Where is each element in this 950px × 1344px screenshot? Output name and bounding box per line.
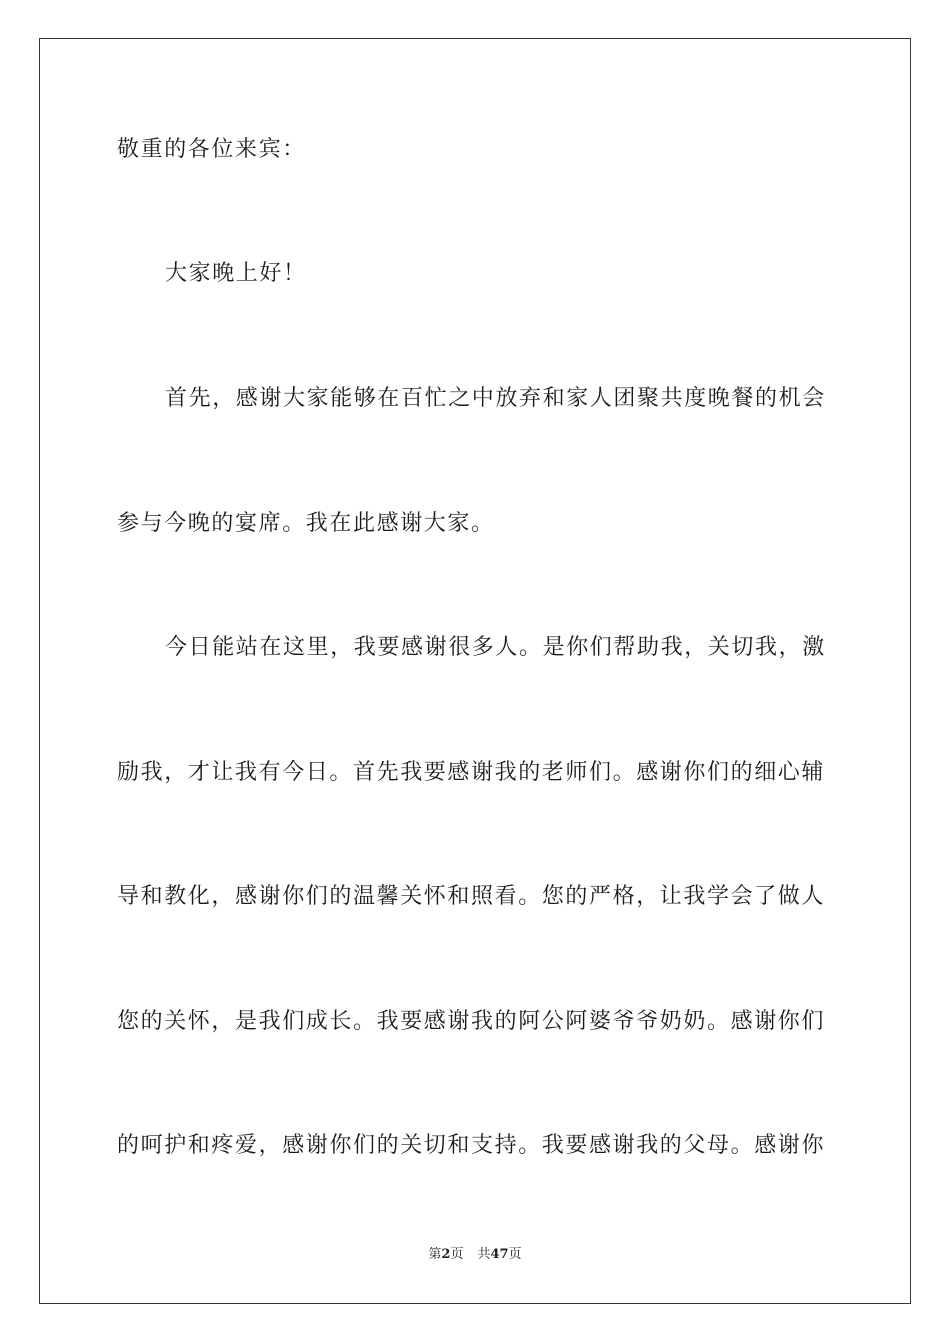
paragraph-line: 您的关怀，是我们成长。我要感谢我的阿公阿婆爷爷奶奶。感谢你们 [117,1009,826,1034]
greeting: 大家晚上好！ [165,261,307,286]
page-prefix: 第 [428,1247,442,1262]
paragraph-line: 首先，感谢大家能够在百忙之中放弃和家人团聚共度晚餐的机会 [165,386,826,411]
paragraph-line: 的呵护和疼爱，感谢你们的关切和支持。我要感谢我的父母。感谢你 [117,1133,826,1158]
paragraph-line: 励我，才让我有今日。首先我要感谢我的老师们。感谢你们的细心辅 [117,760,826,785]
paragraph-line: 导和教化，感谢你们的温馨关怀和照看。您的严格，让我学会了做人 [117,884,826,909]
page-border [39,38,911,1304]
total-prefix: 共 [477,1247,491,1262]
page-suffix: 页 [450,1247,464,1262]
current-page-number: 2 [441,1247,451,1262]
total-page-count: 47 [490,1247,509,1262]
total-suffix: 页 [508,1247,522,1262]
paragraph-line: 参与今晚的宴席。我在此感谢大家。 [117,511,495,536]
salutation: 敬重的各位来宾： [117,137,306,162]
page-footer [0,1246,950,1264]
paragraph-line: 今日能站在这里，我要感谢很多人。是你们帮助我，关切我，激 [165,635,826,660]
